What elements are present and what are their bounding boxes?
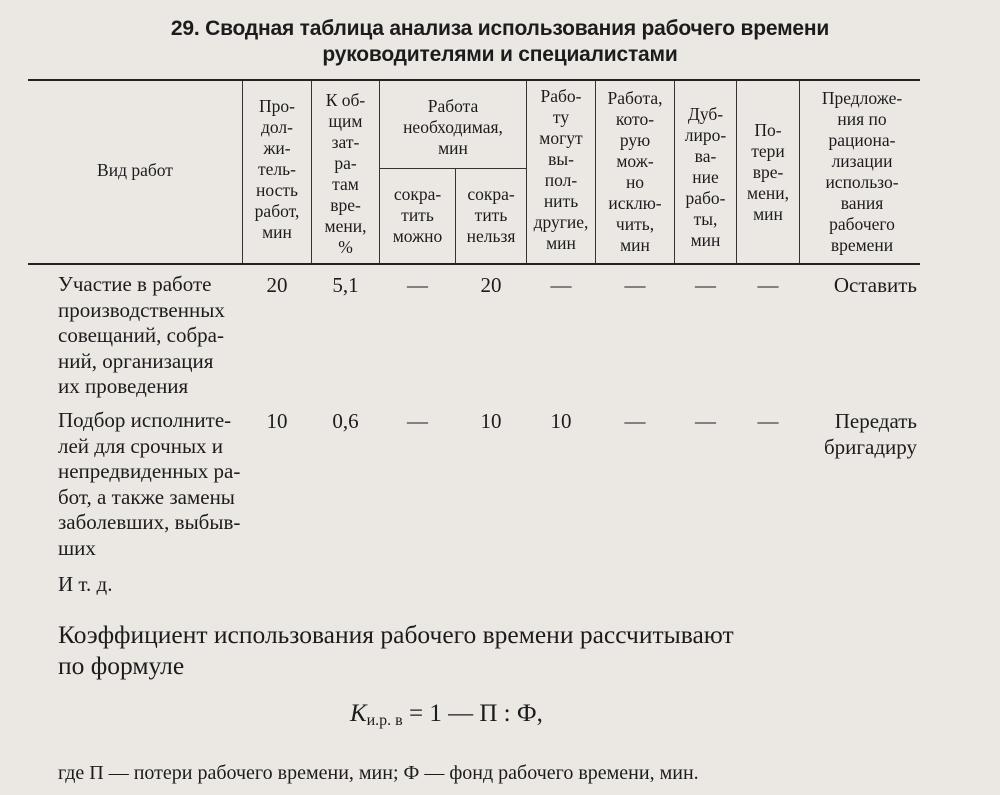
text-line: другие, — [533, 212, 589, 232]
text-line: вре- — [752, 162, 784, 182]
text-line: кото- — [615, 109, 655, 129]
text-line: ших — [58, 535, 96, 560]
row-1-kind — [58, 272, 225, 400]
text-line: Предложе- — [821, 88, 903, 108]
text-line: времени — [830, 235, 894, 255]
text-line: мож- — [616, 151, 654, 171]
header-by-others — [527, 86, 595, 254]
text-line: совещаний, собра- — [58, 323, 224, 347]
text-line: ния по — [837, 109, 887, 129]
header-duplicated — [675, 104, 736, 251]
text-line: Оставить — [833, 273, 917, 297]
text-line: нельзя — [466, 226, 516, 246]
text-line: работ, — [254, 201, 300, 221]
row-2-duration: 10 — [266, 409, 288, 433]
text-line: лей для срочных и — [58, 433, 224, 458]
text-line: мени, — [324, 216, 367, 236]
header-cannot-reduce — [456, 184, 526, 247]
formula-legend: где П — потери рабочего времени, мин; Ф — фонд рабочего времени, мин. — [58, 762, 699, 784]
row-1-share: 5,1 — [332, 273, 359, 297]
text-line: Подбор исполните- — [58, 408, 232, 432]
text-line: рациона- — [828, 130, 896, 150]
row-2-can-reduce: — — [407, 409, 428, 433]
row-2-cannot-reduce: 10 — [480, 409, 502, 433]
text-line: пол- — [544, 170, 578, 190]
text-line: рую — [619, 130, 651, 150]
text-line: дол- — [261, 117, 293, 137]
text-line: ний, организация — [58, 348, 214, 373]
text-line: ты, — [693, 209, 718, 229]
row-1-duplicated: — — [695, 273, 716, 297]
text-line: бот, а также замены — [58, 484, 235, 509]
header-can-reduce — [380, 184, 455, 247]
text-line: зат- — [331, 132, 360, 152]
header-share — [312, 90, 379, 258]
text-line: лиро- — [684, 125, 727, 145]
text-line: мин — [620, 235, 650, 255]
text-line: но — [625, 172, 645, 192]
text-line: могут — [539, 128, 583, 148]
formula-symbol: К — [350, 700, 367, 727]
row-2-proposal — [780, 408, 917, 460]
text-line: ту — [552, 107, 570, 127]
text-line: мин — [262, 222, 292, 242]
table-title-line-1: 29. Сводная таблица анализа использования рабочего времени — [170, 17, 830, 40]
header-excludable — [596, 88, 674, 256]
text-line: Дуб- — [687, 104, 724, 124]
header-kind: Вид работ — [97, 160, 173, 180]
text-line: щим — [328, 111, 363, 131]
text-line: вы- — [548, 149, 574, 169]
text-line: мин — [753, 204, 783, 224]
text-line: рабо- — [685, 188, 726, 208]
text-line: там — [332, 174, 359, 194]
text-line: Про- — [259, 96, 295, 116]
text-line: мин — [546, 233, 576, 253]
row-1-duration: 20 — [266, 273, 288, 297]
text-line: нить — [543, 191, 579, 211]
text-line: бригадиру — [823, 435, 917, 459]
text-line: Работа, — [607, 88, 663, 108]
header-losses — [737, 120, 799, 225]
row-1-losses: — — [757, 273, 779, 297]
text-line: необходимая, — [403, 117, 503, 137]
row-2-losses: — — [757, 409, 779, 433]
text-line: непредвиденных ра- — [58, 459, 241, 483]
row-2-kind — [58, 408, 240, 561]
text-line: ва- — [694, 146, 717, 166]
header-proposals — [800, 88, 924, 256]
text-line: их проведения — [58, 374, 189, 398]
header-duration — [243, 96, 311, 243]
row-2-share: 0,6 — [332, 409, 359, 433]
text-line: тить — [401, 205, 434, 225]
text-line: Участие в работе — [58, 272, 212, 296]
text-line: жи- — [263, 138, 291, 158]
text-line: сокра- — [467, 184, 515, 204]
text-line: ние — [692, 167, 719, 187]
row-2-excludable: — — [624, 409, 646, 433]
row-1-can-reduce: — — [407, 273, 428, 297]
text-line: % — [338, 237, 353, 257]
text-line: Работа — [427, 96, 479, 116]
text-line: Передать — [834, 409, 917, 433]
text-line: производственных — [58, 297, 225, 322]
row-2-by-others: 10 — [550, 409, 572, 433]
text-line: рабочего — [829, 214, 895, 234]
text-line: мин — [438, 138, 468, 158]
paragraph-line-1: Коэффициент использования рабочего времени рассчитывают — [58, 620, 734, 649]
text-line: По- — [754, 120, 782, 140]
formula — [350, 698, 543, 737]
text-line: Рабо- — [540, 86, 582, 106]
text-line: тить — [474, 205, 508, 225]
text-line: вания — [840, 193, 884, 213]
table-title-line-2: руководителями и специалистами — [322, 43, 678, 66]
text-line: мени, — [747, 183, 789, 203]
text-line: использо- — [825, 172, 899, 192]
text-line: мин — [690, 230, 721, 250]
formula-expression: = 1 — П : Ф, — [402, 700, 543, 727]
text-line: лизации — [831, 151, 893, 171]
text-line: сокра- — [393, 184, 442, 204]
row-1-excludable: — — [624, 273, 646, 297]
table-top-rule — [28, 79, 920, 81]
table-header-bottom-rule — [28, 263, 920, 265]
text-line: тель- — [258, 159, 296, 179]
text-line: ность — [256, 180, 298, 200]
header-needed-work — [380, 96, 526, 159]
text-line: можно — [392, 226, 443, 246]
text-line: тери — [751, 141, 785, 161]
header-group-rule — [379, 168, 526, 169]
text-line: ра- — [334, 153, 357, 173]
row-2-duplicated: — — [695, 409, 716, 433]
row-1-proposal — [780, 272, 917, 298]
table-etc: И т. д. — [58, 572, 113, 596]
text-line: заболевших, выбыв- — [58, 510, 241, 534]
formula-subscript: и.р. в — [366, 712, 403, 729]
row-1-by-others: — — [550, 273, 572, 297]
text-line: чить, — [615, 214, 655, 234]
row-1-cannot-reduce: 20 — [480, 273, 502, 297]
text-line: исклю- — [608, 193, 662, 213]
paragraph-line-2: по формуле — [58, 651, 185, 680]
text-line: вре- — [330, 195, 361, 215]
text-line: К об- — [325, 90, 366, 110]
